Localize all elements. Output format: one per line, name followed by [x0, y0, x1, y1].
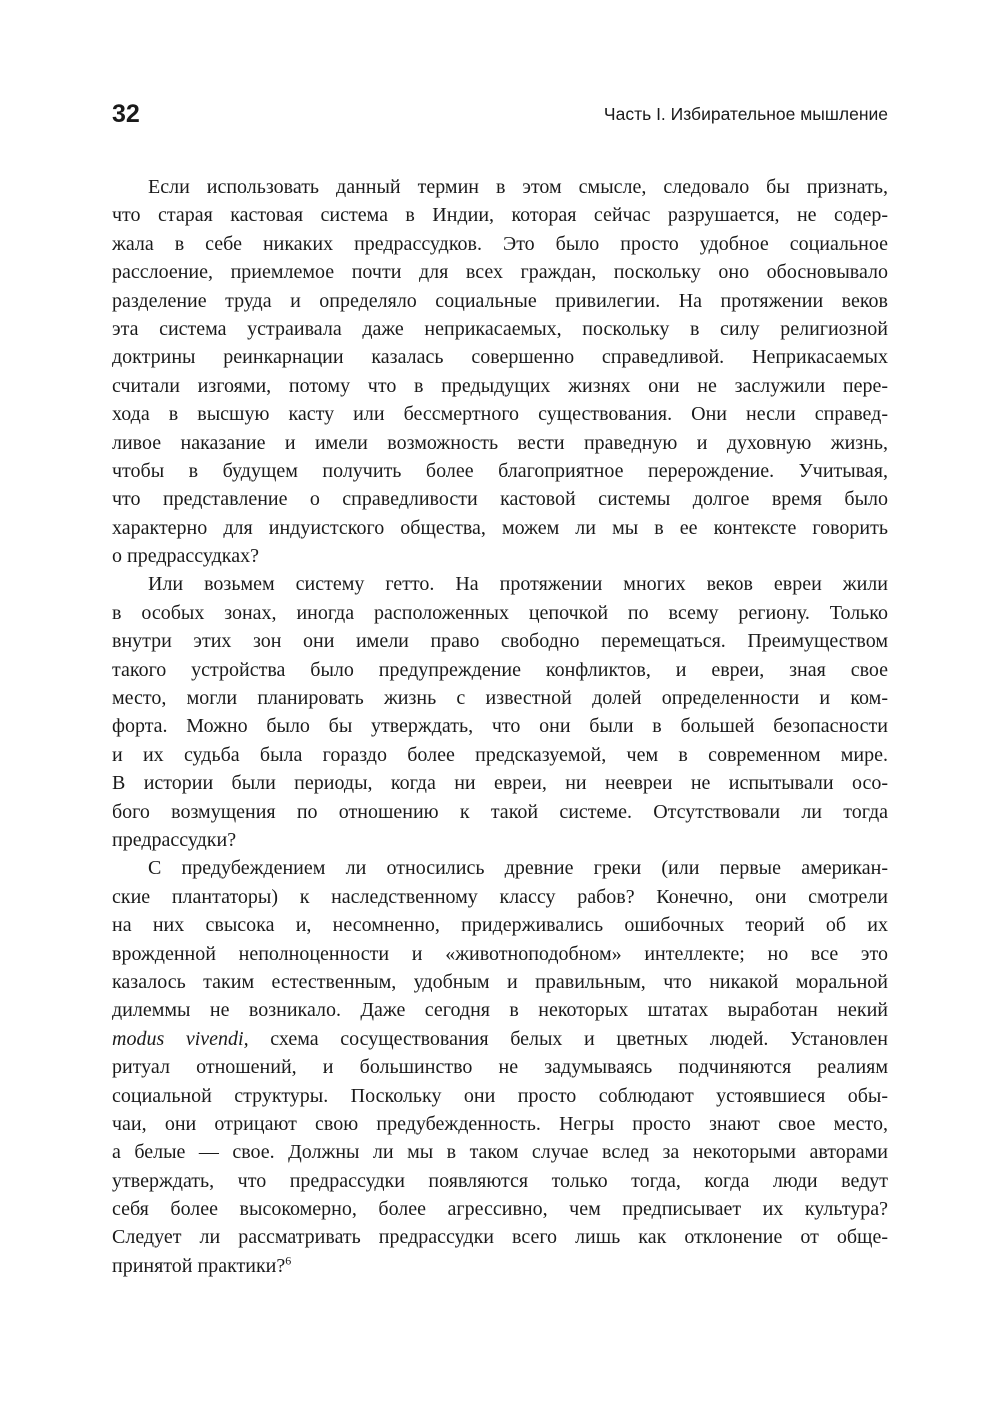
- text-line: ливое наказание и имели возможность вести праведную и духовную жизнь,: [112, 431, 888, 454]
- text-line: бого возмущения по отношению к такой системе. Отсутствовали ли тогда: [112, 800, 888, 823]
- final-line-text: принятой практики?: [112, 1254, 286, 1277]
- text-line: место, могли планировать жизнь с известной долей определенности и ком-: [112, 687, 888, 710]
- text-line: что старая кастовая система в Индии, которая сейчас разрушается, не содер-: [112, 204, 888, 227]
- text-line: внутри этих зон они имели право свободно перемещаться. Преимуществом: [112, 630, 888, 653]
- italic-phrase: modus vivendi,: [112, 1027, 249, 1050]
- text-line: В истории были периоды, когда ни евреи, ни неевреи не испытывали осо-: [112, 772, 888, 795]
- text-line: а белые — свое. Должны ли мы в таком случае вслед за некоторыми авторами: [112, 1141, 888, 1164]
- page-header: [112, 96, 888, 132]
- text-line: предрассудки?: [112, 828, 237, 851]
- text-line: на них свысока и, несомненно, придерживались ошибочных теорий об их: [112, 914, 888, 937]
- text-line: социальной структуры. Поскольку они просто соблюдают устоявшиеся обы-: [112, 1084, 888, 1107]
- text-line: врожденной неполноценности и «животноподобном» интеллекте; но все это: [112, 942, 888, 965]
- text-line: о предрассудках?: [112, 545, 259, 568]
- text-line: ские плантаторы) к наследственному классу рабов? Конечно, они смотрели: [112, 885, 888, 908]
- text-line: жала в себе никаких предрассудков. Это было просто удобное социальное: [112, 232, 888, 255]
- text-line: [112, 1025, 888, 1053]
- text-line: характерно для индуистского общества, можем ли мы в ее контексте говорить: [112, 516, 888, 539]
- text-line: форта. Можно было бы утверждать, что они были в большей безопасности: [112, 715, 888, 738]
- text-line: Если использовать данный термин в этом смысле, следовало бы признать,: [148, 176, 888, 198]
- paragraph-slavery: [112, 854, 888, 1280]
- text-line: в особых зонах, иногда расположенных цепочкой по всему региону. Только: [112, 601, 888, 624]
- text-line: Следует ли рассматривать предрассудки всего лишь как отклонение от обще-: [112, 1226, 888, 1249]
- text-line: чаи, они отрицают свою предубежденность. Негры просто знают свое место,: [112, 1112, 888, 1135]
- text-line: [112, 1252, 888, 1280]
- text-line: что представление о справедливости кастовой системы долгое время было: [112, 488, 888, 511]
- text-line: Или возьмем систему гетто. На протяжении многих веков евреи жили: [148, 573, 888, 596]
- text-line: хода в высшую касту или бессмертного существования. Они несли справед-: [112, 403, 888, 426]
- text-line: доктрины реинкарнации казалась совершенно справедливой. Неприкасаемых: [112, 346, 888, 369]
- text-line-rest: схема сосуществования белых и цветных людей. Установлен: [248, 1027, 888, 1050]
- text-line: ритуал отношений, и большинство не задумываясь подчиняются реалиям: [112, 1056, 888, 1079]
- page-number: 32: [112, 100, 140, 128]
- paragraph-caste-system: [112, 173, 888, 570]
- paragraph-ghetto-system: [112, 570, 888, 854]
- text-line: дилеммы не возникало. Даже сегодня в некоторых штатах выработан некий: [112, 999, 888, 1022]
- text-line: эта система устраивала даже неприкасаемых, поскольку в силу религиозной: [112, 317, 888, 340]
- text-line: такого устройства было предупреждение конфликтов, и евреи, зная свое: [112, 658, 888, 681]
- text-line: разделение труда и определяло социальные привилегии. На протяжении веков: [112, 289, 888, 312]
- text-line: себя более высокомерно, более агрессивно, чем предписывает их культура?: [112, 1198, 888, 1221]
- text-line: чтобы в будущем получить более благоприятное перерождение. Учитывая,: [112, 459, 888, 482]
- text-line: казалось таким естественным, удобным и правильным, что никакой моральной: [112, 970, 888, 993]
- body-text: [112, 173, 888, 1280]
- text-line: и их судьба была гораздо более предсказуемой, чем в современном мире.: [112, 743, 888, 766]
- text-line: С предубеждением ли относились древние греки (или первые американ-: [148, 857, 888, 880]
- text-line: расслоение, приемлемое почти для всех граждан, поскольку оно обосновывало: [112, 261, 888, 284]
- text-line: считали изгоями, потому что в предыдущих жизнях они не заслужили пере-: [112, 374, 888, 397]
- running-head: Часть I. Избирательное мышление: [603, 104, 888, 124]
- text-line: утверждать, что предрассудки появляются только тогда, когда люди ведут: [112, 1169, 888, 1192]
- footnote-mark: 6: [285, 1253, 292, 1268]
